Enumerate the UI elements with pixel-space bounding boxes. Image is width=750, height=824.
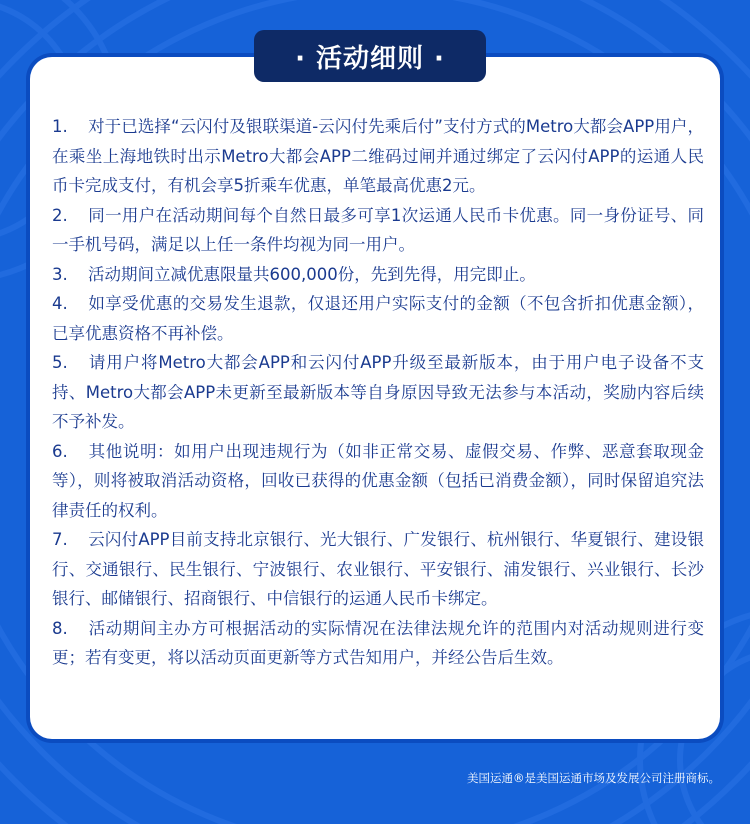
rule-number: 8. (52, 618, 68, 638)
rule-number: 3. (52, 264, 68, 284)
rule-text: 云闪付APP目前支持北京银行、光大银行、广发银行、杭州银行、华夏银行、建设银行、交通银行、民生银行、宁波银行、农业银行、平安银行、浦发银行、兴业银行、长沙银行、邮储银行、招商银行、中信银行的运通人民币卡绑定。 (52, 530, 704, 608)
rule-item (52, 260, 704, 290)
rule-number: 7. (52, 530, 68, 549)
rule-number: 2. (52, 205, 68, 225)
rule-item (52, 112, 704, 201)
rule-number: 4. (52, 294, 68, 313)
rule-text: 如享受优惠的交易发生退款，仅退还用户实际支付的金额（不包含折扣优惠金额），已享优惠资格不再补偿。 (52, 294, 704, 343)
rule-item (52, 437, 704, 526)
rule-item (52, 614, 704, 673)
rule-number: 6. (52, 441, 68, 461)
rule-item (52, 525, 704, 614)
rule-number: 5. (52, 353, 68, 372)
rule-item (52, 348, 704, 437)
page-title: · 活动细则 · (254, 30, 486, 82)
rule-text: 其他说明：如用户出现违规行为（如非正常交易、虚假交易、作弊、恶意套取现金等），则将被取消活动资格，回收已获得的优惠金额（包括已消费金额），同时保留追究法律责任的权利。 (52, 441, 704, 520)
trademark-note: 美国运通®是美国运通市场及发展公司注册商标。 (467, 771, 720, 785)
rule-item (52, 289, 704, 348)
rule-text: 请用户将Metro大都会APP和云闪付APP升级至最新版本，由于用户电子设备不支持、Metro大都会APP未更新至最新版本等自身原因导致无法参与本活动，奖励内容后续不予补发。 (52, 353, 704, 431)
rule-item (52, 201, 704, 260)
rule-number: 1. (52, 117, 68, 136)
rules-list (52, 112, 704, 673)
rule-text: 活动期间主办方可根据活动的实际情况在法律法规允许的范围内对活动规则进行变更；若有变更，将以活动页面更新等方式告知用户，并经公告后生效。 (52, 618, 704, 667)
rule-text: 对于已选择“云闪付及银联渠道-云闪付先乘后付”支付方式的Metro大都会APP用户，在乘坐上海地铁时出示Metro大都会APP二维码过闸并通过绑定了云闪付APP的运通人民币卡完成支付，有机会享5折乘车优惠，单笔最高优惠2元。 (52, 117, 704, 195)
rule-text: 同一用户在活动期间每个自然日最多可享1次运通人民币卡优惠。同一身份证号、同一手机号码，满足以上任一条件均视为同一用户。 (52, 205, 704, 254)
rule-text: 活动期间立减优惠限量共600,000份，先到先得，用完即止。 (88, 264, 536, 284)
